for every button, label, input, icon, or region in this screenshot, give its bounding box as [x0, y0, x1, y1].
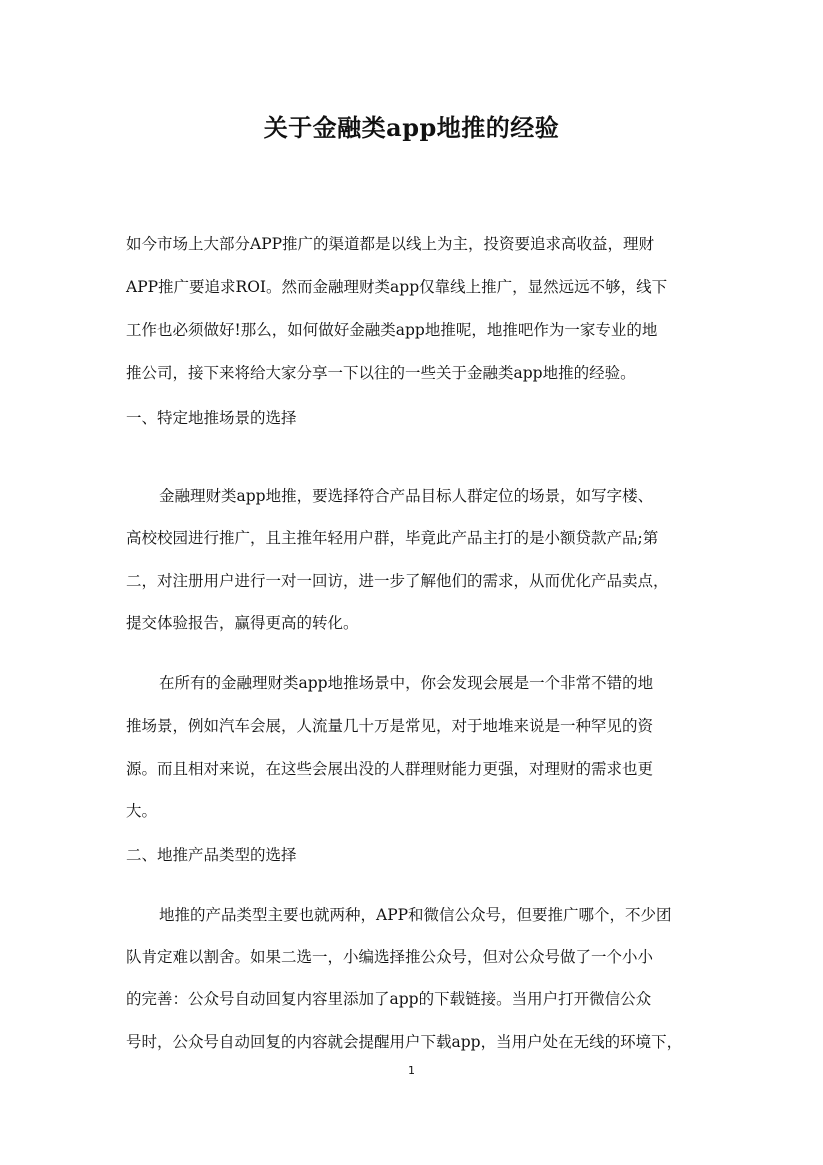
document-title: 关于金融类app地推的经验 [263, 113, 560, 142]
section-heading: 一、特定地推场景的选择 [126, 409, 297, 427]
paragraph-line: 提交体验报告，赢得更高的转化。 [126, 614, 359, 632]
paragraph-line: 在所有的金融理财类app地推场景中，你会发现会展是一个非常不错的地 [159, 674, 654, 692]
paragraph-line: 推场景，例如汽车会展，人流量几十万是常见，对于地堆来说是一种罕见的资 [126, 717, 654, 735]
paragraph-line: 大。 [126, 802, 158, 820]
paragraph-line: 地推的产品类型主要也就两种，APP和微信公众号，但要推广哪个，不少团 [159, 906, 672, 924]
paragraph-line: 队肯定难以割舍。如果二选一，小编选择推公众号，但对公众号做了一个小小 [126, 948, 654, 966]
paragraph-line: 金融理财类app地推，要选择符合产品目标人群定位的场景，如写字楼、 [159, 487, 654, 505]
paragraph-line: 源。而且相对来说，在这些会展出没的人群理财能力更强，对理财的需求也更 [126, 760, 654, 778]
paragraph-line: 的完善：公众号自动回复内容里添加了app的下载链接。当用户打开微信公众 [126, 990, 652, 1008]
paragraph-line: 号时，公众号自动回复的内容就会提醒用户下载app，当用户处在无线的环境下， [126, 1033, 683, 1051]
page-number: 1 [408, 1064, 415, 1077]
paragraph-line: 工作也必须做好!那么，如何做好金融类app地推呢，地推吧作为一家专业的地 [126, 321, 658, 339]
paragraph-line: 二，对注册用户进行一对一回访，进一步了解他们的需求，从而优化产品卖点， [126, 572, 669, 590]
paragraph-line: APP推广要追求ROI。然而金融理财类app仅靠线上推广，显然远远不够，线下 [126, 278, 668, 296]
paragraph-line: 推公司，接下来将给大家分享一下以往的一些关于金融类app地推的经验。 [126, 364, 636, 382]
paragraph-line: 如今市场上大部分APP推广的渠道都是以线上为主，投资要追求高收益，理财 [126, 235, 655, 253]
section-heading: 二、地推产品类型的选择 [126, 846, 297, 864]
paragraph-line: 高校校园进行推广，且主推年轻用户群，毕竟此产品主打的是小额贷款产品;第 [126, 529, 659, 547]
